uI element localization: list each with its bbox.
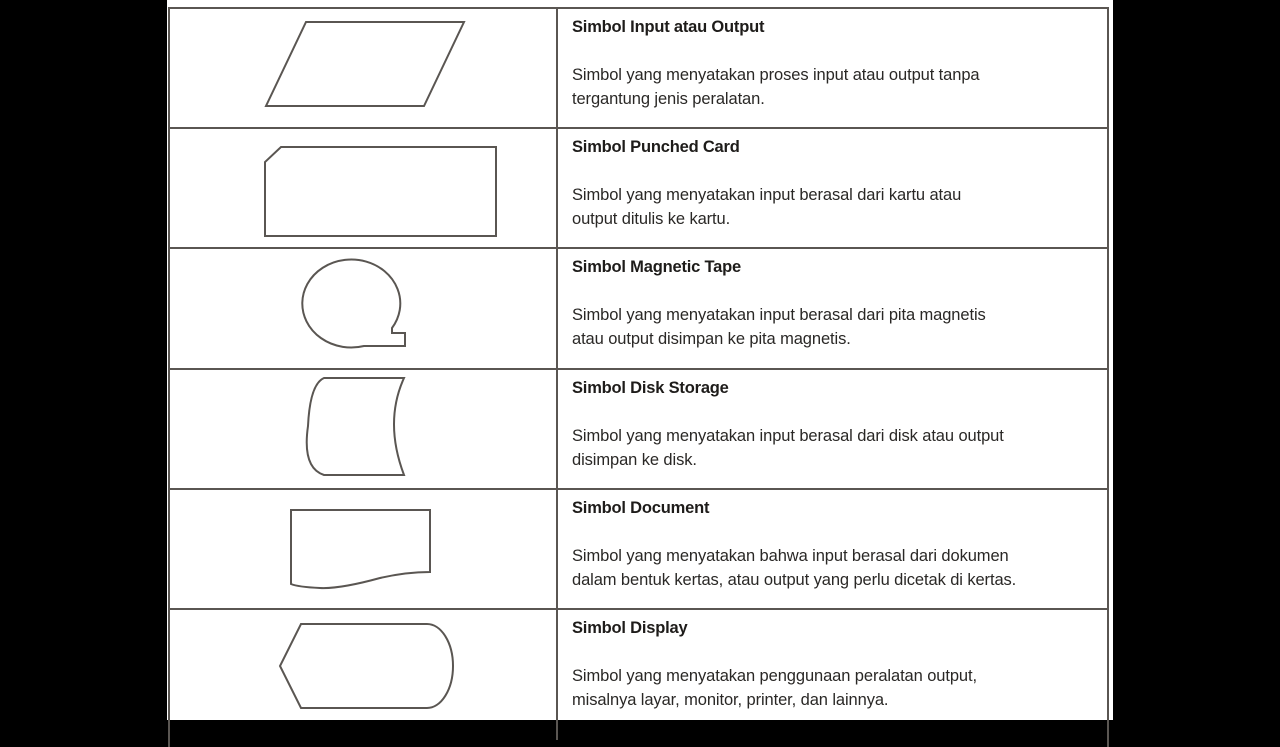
symbol-description: Simbol yang menyatakan proses input atau output tanpa tergantung jenis peralatan. — [572, 66, 980, 108]
symbol-cell — [170, 9, 558, 127]
symbol-description: Simbol yang menyatakan input berasal dari pita magnetis atau output disimpan ke pita magnetis. — [572, 306, 986, 348]
symbol-cell — [170, 610, 558, 740]
symbol-title: Simbol Display — [572, 619, 688, 637]
symbol-cell — [170, 249, 558, 368]
magnetic-tape-icon — [170, 249, 558, 368]
symbol-cell — [170, 370, 558, 488]
symbol-description: Simbol yang menyatakan input berasal dari kartu atau output ditulis ke kartu. — [572, 186, 962, 228]
table-row — [170, 129, 1107, 249]
description-cell — [560, 370, 1107, 488]
description-cell — [560, 249, 1107, 368]
disk-storage-icon — [170, 370, 558, 488]
description-cell — [560, 9, 1107, 127]
symbol-title: Simbol Disk Storage — [572, 379, 729, 397]
punched-card-icon — [170, 129, 558, 247]
symbol-cell — [170, 129, 558, 247]
parallelogram-io-icon — [170, 9, 558, 127]
symbol-title: Simbol Magnetic Tape — [572, 258, 741, 276]
symbol-description: Simbol yang menyatakan bahwa input berasal dari dokumen dalam bentuk kertas, atau output yang perlu dicetak di kertas. — [572, 547, 1017, 589]
symbol-title: Simbol Input atau Output — [572, 18, 765, 36]
symbol-description: Simbol yang menyatakan input berasal dari disk atau output disimpan ke disk. — [572, 427, 1004, 469]
display-icon — [170, 610, 558, 738]
flowchart-symbol-table — [168, 7, 1109, 747]
description-cell — [560, 129, 1107, 247]
symbol-title: Simbol Document — [572, 499, 710, 517]
table-row — [170, 490, 1107, 610]
table-row — [170, 249, 1107, 370]
table-row — [170, 610, 1107, 740]
description-cell — [560, 490, 1107, 608]
symbol-title: Simbol Punched Card — [572, 138, 740, 156]
symbol-cell — [170, 490, 558, 608]
description-cell — [560, 610, 1107, 740]
table-row — [170, 370, 1107, 490]
table-row — [170, 9, 1107, 129]
document-icon — [170, 490, 558, 608]
symbol-description: Simbol yang menyatakan penggunaan peralatan output, misalnya layar, monitor, printer, dan lainnya. — [572, 667, 977, 709]
document-page — [167, 0, 1113, 720]
